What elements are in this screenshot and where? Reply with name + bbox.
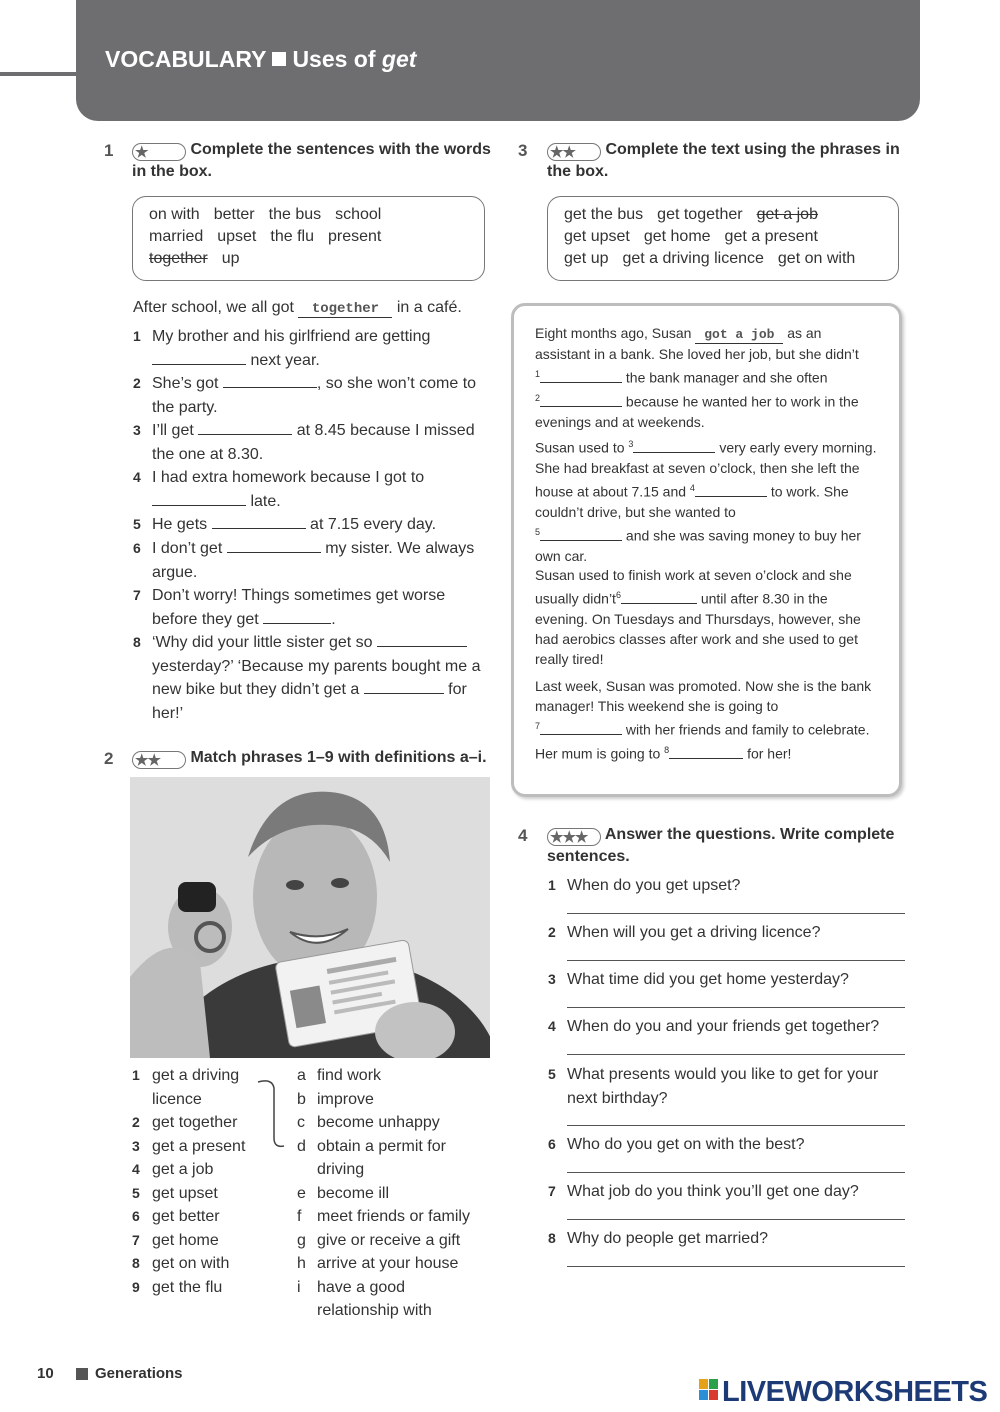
question-number: 5 xyxy=(548,1066,556,1082)
example-text: After school, we all got xyxy=(133,299,294,316)
item-text: I don’t get xyxy=(152,540,223,557)
item-text: next year. xyxy=(250,351,320,369)
definition-letter: f xyxy=(297,1208,302,1225)
question-text: What job do you think you’ll get one day? xyxy=(567,1183,859,1200)
photo-boy-driving-licence xyxy=(130,777,490,1058)
definition-letter: b xyxy=(297,1090,306,1108)
ex4-number: 4 xyxy=(518,826,528,845)
answer-blank[interactable] xyxy=(540,528,622,541)
ex1-item xyxy=(133,584,493,631)
ex1-instruction xyxy=(132,139,494,183)
phrase-number: 6 xyxy=(132,1208,140,1224)
item-text: yesterday?’ ‘Because my parents bought me a new bike but they didn’t get a xyxy=(152,657,481,698)
ex2-number: 2 xyxy=(104,749,114,768)
phrase-item xyxy=(132,1158,282,1182)
box-phrase-used: get a job xyxy=(756,206,818,223)
box-word: the flu xyxy=(270,228,314,245)
answer-blank[interactable] xyxy=(540,370,622,383)
item-text: for her!’ xyxy=(152,681,467,722)
ex1-word-box xyxy=(132,196,485,281)
answer-line[interactable] xyxy=(567,1219,905,1220)
question-number: 4 xyxy=(548,1018,556,1034)
title-italic: get xyxy=(381,46,417,72)
box-word: married xyxy=(149,228,204,245)
ex4-instruction-text: Answer the questions. Write complete sentences. xyxy=(547,826,895,865)
ex4-question xyxy=(548,968,907,992)
box-word: up xyxy=(221,250,240,267)
definition-item xyxy=(297,1276,497,1323)
definition-item xyxy=(297,1205,497,1229)
star-rating-icon: ★★★ xyxy=(547,828,601,846)
ex2-definitions xyxy=(297,1064,497,1323)
phrase-number: 9 xyxy=(132,1278,140,1295)
definition-item xyxy=(297,1182,497,1206)
phrase-item xyxy=(132,1276,282,1300)
definition-text: improve xyxy=(317,1090,374,1108)
para-text: as an assistant in a bank. She loved her job, but she didn’t xyxy=(535,325,859,362)
para-text: because he wanted her to work in the evenings and at weekends. xyxy=(535,393,859,430)
box-word: better xyxy=(213,206,255,223)
answer-blank[interactable] xyxy=(364,679,444,694)
example-answer: got a job xyxy=(695,327,783,344)
unit-label: Generations xyxy=(95,1365,183,1382)
definition-letter: h xyxy=(297,1255,306,1272)
para-text: Susan used to xyxy=(535,439,625,456)
ex3-paragraph-2: Susan used to $^3$ very early every morning. She had breakfast at seven o’clock, then she left the house at about 7.15 and $^4$ to work. She couldn’t drive, but she wanted to $^5$ and she was saving money to buy her own car. xyxy=(535,439,877,564)
star-rating-icon: ★ xyxy=(132,143,186,161)
photo-illustration xyxy=(130,777,490,1058)
ex1-item xyxy=(133,466,493,513)
item-text: My brother and his girlfriend are getting xyxy=(152,328,431,345)
ex3-paragraph-4: Last week, Susan was promoted. Now she is the bank manager! This weekend she is going to $^7$ with her friends and family to celebrate. Her mum is going to $^8$ for her! xyxy=(535,678,872,762)
box-word-used: together xyxy=(149,250,208,267)
answer-line[interactable] xyxy=(567,1007,905,1008)
definition-item xyxy=(297,1252,497,1276)
ex3-number: 3 xyxy=(518,141,528,160)
question-text: Who do you get on with the best? xyxy=(567,1136,805,1153)
question-number: 2 xyxy=(548,924,556,940)
para-text: until after 8.30 in the evening. On Tuesdays and Thursdays, however, she had aerobics classes after work and she used to get really tired! xyxy=(535,590,861,668)
definition-text: obtain a permit for driving xyxy=(317,1137,446,1178)
answer-blank[interactable] xyxy=(263,609,331,624)
ex4-question xyxy=(548,1063,907,1110)
answer-blank[interactable] xyxy=(227,538,321,553)
star-rating-icon: ★★ xyxy=(132,751,186,769)
item-text: I’ll get xyxy=(152,422,194,439)
item-number: 8 xyxy=(133,634,141,650)
liveworksheets-logo-icon xyxy=(699,1379,719,1401)
ex3-instruction-text: Complete the text using the phrases in the box. xyxy=(547,141,900,180)
answer-blank[interactable] xyxy=(695,484,767,497)
box-word: upset xyxy=(217,228,257,245)
page-title xyxy=(105,46,416,73)
box-phrase: get a driving licence xyxy=(622,250,764,267)
phrase-text: get upset xyxy=(152,1184,218,1202)
question-number: 1 xyxy=(548,877,556,893)
phrase-item xyxy=(132,1182,282,1206)
ex1-example xyxy=(133,296,462,320)
item-text: at 8.45 because I missed the one at 8.30. xyxy=(152,422,475,463)
ex3-phrase-box xyxy=(547,196,899,281)
phrase-item xyxy=(132,1229,282,1253)
section-label: VOCABULARY xyxy=(105,46,267,72)
item-text: ‘Why did your little sister get so xyxy=(152,634,373,651)
title-prefix: Uses of xyxy=(292,46,376,72)
match-connector-line xyxy=(256,1074,286,1154)
phrase-text: get the flu xyxy=(152,1278,223,1296)
answer-blank[interactable] xyxy=(540,394,622,407)
definition-item xyxy=(297,1229,497,1253)
phrase-number: 8 xyxy=(132,1255,140,1271)
box-word: school xyxy=(335,206,382,223)
question-number: 8 xyxy=(548,1230,556,1246)
brand-text[interactable]: LIVEWORKSHEETS xyxy=(722,1376,988,1408)
phrase-text: get better xyxy=(152,1208,220,1225)
phrase-text: get home xyxy=(152,1231,219,1249)
box-word: present xyxy=(327,228,382,245)
definition-text: become unhappy xyxy=(317,1114,440,1131)
ex3-paragraph-3: Susan used to finish work at seven o’clock and she usually $didn’t^6$ until after 8.30 in the evening. On Tuesdays and Thursdays, however, she had aerobics classes after work and she used to get really tired! xyxy=(535,567,861,668)
ex4-instruction xyxy=(547,824,907,868)
definition-letter: g xyxy=(297,1231,306,1249)
question-number: 7 xyxy=(548,1183,556,1199)
answer-blank[interactable] xyxy=(621,591,697,604)
example-text: in a café. xyxy=(396,299,462,316)
ex1-number: 1 xyxy=(104,141,114,160)
answer-blank[interactable] xyxy=(198,420,292,435)
question-text: What time did you get home yesterday? xyxy=(567,971,849,988)
header-line xyxy=(0,72,78,76)
item-text: my sister. We always argue. xyxy=(152,540,475,581)
definition-item xyxy=(297,1135,497,1182)
box-phrase: get upset xyxy=(564,228,630,245)
para-text: the bank manager and she often xyxy=(625,369,828,386)
ex2-instruction xyxy=(132,747,502,769)
ex4-question xyxy=(548,1015,907,1039)
ex1-item xyxy=(133,419,493,466)
ex2-instruction-text: Match phrases 1–9 with definitions a–i. xyxy=(190,749,487,766)
item-text: late. xyxy=(250,492,281,510)
answer-line[interactable] xyxy=(567,1266,905,1267)
item-text: at 7.15 every day. xyxy=(310,516,437,533)
ex4-question xyxy=(548,1133,907,1157)
ex4-question xyxy=(548,1227,907,1251)
star-rating-icon: ★★ xyxy=(547,143,601,161)
ex1-item xyxy=(133,537,493,584)
definition-letter: c xyxy=(297,1114,305,1131)
example-answer: together xyxy=(298,301,392,318)
definition-text: find work xyxy=(317,1067,382,1084)
ex1-item xyxy=(133,372,493,419)
item-number: 4 xyxy=(133,469,141,485)
phrase-text: get a job xyxy=(152,1161,214,1178)
item-number: 5 xyxy=(133,516,141,532)
item-number: 3 xyxy=(133,422,141,438)
box-word: the bus xyxy=(268,206,322,223)
question-text: When will you get a driving licence? xyxy=(567,924,821,941)
definition-text: give or receive a gift xyxy=(317,1231,461,1249)
box-phrase: get a present xyxy=(724,228,818,245)
item-text: He gets xyxy=(152,516,208,533)
item-number: 7 xyxy=(133,587,141,603)
question-number: 6 xyxy=(548,1136,556,1152)
phrase-number: 5 xyxy=(132,1184,140,1201)
definition-text: arrive at your house xyxy=(317,1255,459,1272)
phrase-text: get together xyxy=(152,1114,238,1131)
question-text: What presents would you like to get for your next birthday? xyxy=(567,1066,879,1107)
box-phrase: get the bus xyxy=(564,206,644,223)
answer-blank[interactable] xyxy=(633,440,715,453)
phrase-text: get a driving licence xyxy=(152,1067,240,1108)
ex1-instruction-text: Complete the sentences with the words in the box. xyxy=(132,141,491,180)
ex1-item xyxy=(133,325,493,372)
ex4-question xyxy=(548,874,907,898)
definition-item xyxy=(297,1064,497,1088)
answer-blank[interactable] xyxy=(540,722,622,735)
answer-line[interactable] xyxy=(567,1172,905,1173)
answer-blank[interactable] xyxy=(377,632,467,647)
para-text: with her friends and family to celebrate. Her mum is going to xyxy=(535,722,870,762)
phrase-number: 7 xyxy=(132,1231,140,1248)
box-phrase: get up xyxy=(564,250,609,267)
answer-line[interactable] xyxy=(567,1054,905,1055)
box-phrase: get together xyxy=(657,206,743,223)
phrase-item xyxy=(132,1205,282,1229)
answer-blank[interactable] xyxy=(223,373,317,388)
box-phrase: get home xyxy=(643,228,711,245)
square-icon xyxy=(272,52,286,66)
phrase-number: 3 xyxy=(132,1137,140,1154)
phrase-text: get on with xyxy=(152,1255,230,1272)
para-text: for her! xyxy=(747,745,792,762)
item-number: 2 xyxy=(133,375,141,391)
item-text: . xyxy=(331,610,336,628)
ex3-paragraph-1: Eight months ago, Susan got a job as an assistant in a bank. She loved her job, but she didn’t $^1$ the bank manager and she often $^2$ because he wanted her to work in the evenings and at weekends. xyxy=(535,325,859,430)
ex4-question xyxy=(548,921,907,945)
ex3-instruction xyxy=(547,139,907,183)
definition-text: become ill xyxy=(317,1184,390,1202)
para-text: Susan used to finish work at seven o’clock and she usually didn’t xyxy=(535,567,852,607)
answer-line[interactable] xyxy=(567,1125,905,1126)
definition-item xyxy=(297,1088,497,1112)
definition-letter: i xyxy=(297,1278,301,1296)
definition-text: meet friends or family xyxy=(317,1208,470,1225)
question-text: Why do people get married? xyxy=(567,1230,768,1247)
answer-blank[interactable] xyxy=(152,491,246,506)
item-text: Don’t worry! Things sometimes get worse before they get xyxy=(152,587,446,628)
definition-letter: e xyxy=(297,1184,306,1202)
question-text: When do you and your friends get together? xyxy=(567,1018,880,1035)
page-number: 10 xyxy=(37,1365,54,1382)
square-icon xyxy=(76,1368,88,1380)
definition-item xyxy=(297,1111,497,1135)
phrase-item xyxy=(132,1252,282,1276)
definition-letter: d xyxy=(297,1137,306,1155)
answer-blank[interactable] xyxy=(152,350,246,365)
phrase-number: 2 xyxy=(132,1114,140,1130)
phrase-number: 1 xyxy=(132,1067,140,1083)
answer-blank[interactable] xyxy=(212,514,306,529)
item-text: I had extra homework because I got to xyxy=(152,469,425,486)
box-phrase: get on with xyxy=(777,250,856,267)
para-text: Last week, Susan was promoted. Now she is the bank manager! This weekend she is going to xyxy=(535,678,872,715)
para-text: very early every morning. She had breakfast at seven o’clock, then she left the house at about 7.15 and xyxy=(535,439,877,500)
question-text: When do you get upset? xyxy=(567,877,741,894)
answer-blank[interactable] xyxy=(669,746,743,759)
phrase-number: 4 xyxy=(132,1161,140,1177)
item-number: 6 xyxy=(133,540,141,556)
definition-letter: a xyxy=(297,1067,306,1084)
definition-text: have a good relationship with xyxy=(317,1278,432,1319)
ex1-item xyxy=(133,631,495,725)
para-text: to work. She couldn’t drive, but she wanted to xyxy=(535,483,849,520)
answer-line[interactable] xyxy=(567,913,905,914)
question-number: 3 xyxy=(548,971,556,987)
para-text: Eight months ago, Susan xyxy=(535,325,692,341)
para-text: and she was saving money to buy her own car. xyxy=(535,527,861,564)
ex4-question xyxy=(548,1180,907,1204)
item-text: , so she won’t come to the party. xyxy=(152,375,477,416)
answer-line[interactable] xyxy=(567,960,905,961)
phrase-text: get a present xyxy=(152,1137,246,1155)
box-word: on with xyxy=(149,206,200,223)
ex1-item xyxy=(133,513,493,537)
item-number: 1 xyxy=(133,328,141,344)
item-text: She’s got xyxy=(152,375,219,392)
